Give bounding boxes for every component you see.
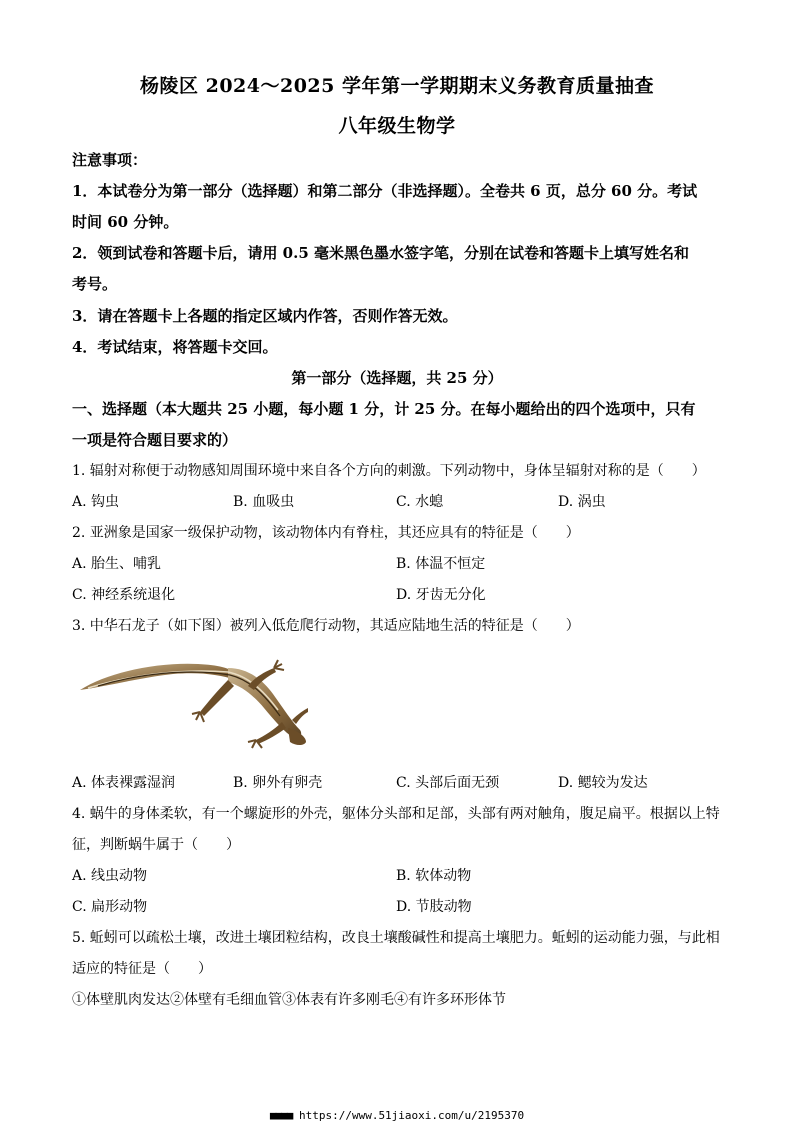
option-c: C. 神经系统退化	[72, 587, 176, 603]
notice-item: 时间 60 分钟。	[72, 213, 179, 231]
option-d: D. 牙齿无分化	[396, 587, 486, 603]
option-b: B. 软体动物	[396, 868, 472, 884]
question-stem: 5. 蚯蚓可以疏松土壤，改进土壤团粒结构，改良土壤酸碱性和提高土壤肥力。蚯蚓的运动能力强，与此相	[72, 930, 720, 946]
option-d: D. 节肢动物	[396, 899, 472, 915]
section-instruction: 一、选择题（本大题共 25 小题，每小题 1 分，计 25 分。在每小题给出的四个选项中，只有	[72, 400, 696, 418]
option-b: B. 卵外有卵壳	[233, 775, 323, 791]
question-stem: 4. 蜗牛的身体柔软，有一个螺旋形的外壳，躯体分头部和足部，头部有两对触角，腹足扁平。根据以上特	[72, 806, 720, 822]
notice-heading: 注意事项：	[72, 151, 148, 169]
option-b: B. 血吸虫	[233, 494, 295, 510]
question-sub-items: ①体壁肌肉发达②体壁有毛细血管③体表有许多刚毛④有许多环形体节	[72, 992, 506, 1008]
option-a: A. 线虫动物	[72, 868, 148, 884]
option-c: C. 扁形动物	[72, 899, 148, 915]
notice-item: 4．考试结束，将答题卡交回。	[72, 338, 278, 356]
option-a: A. 胎生、哺乳	[72, 556, 162, 572]
option-d: D. 涡虫	[558, 494, 606, 510]
option-b: B. 体温不恒定	[396, 556, 486, 572]
question-stem: 1. 辐射对称便于动物感知周围环境中来自各个方向的刺激。下列动物中，身体呈辐射对称的是（ ）	[72, 463, 706, 479]
footer-watermark	[0, 1109, 794, 1122]
part1-heading: 第一部分（选择题，共 25 分）	[291, 369, 503, 387]
exam-subtitle: 八年级生物学	[338, 115, 456, 137]
option-c: C. 头部后面无颈	[396, 775, 500, 791]
notice-item: 3．请在答题卡上各题的指定区域内作答，否则作答无效。	[72, 307, 458, 325]
option-c: C. 水螅	[396, 494, 444, 510]
question-stem: 征，判断蜗牛属于（ ）	[72, 837, 240, 853]
lizard-image	[78, 650, 308, 750]
option-a: A. 钩虫	[72, 494, 120, 510]
question-stem: 2. 亚洲象是国家一级保护动物，该动物体内有脊柱，其还应具有的特征是（ ）	[72, 525, 580, 541]
section-instruction: 一项是符合题目要求的）	[72, 431, 238, 449]
notice-item: 考号。	[72, 275, 118, 293]
exam-title: 杨陵区 2024～2025 学年第一学期期末义务教育质量抽查	[140, 75, 654, 97]
footer-mark: ■■■■	[269, 1109, 293, 1122]
question-stem: 3. 中华石龙子（如下图）被列入低危爬行动物，其适应陆地生活的特征是（ ）	[72, 618, 580, 634]
option-d: D. 鳃较为发达	[558, 775, 648, 791]
notice-item: 1．本试卷分为第一部分（选择题）和第二部分（非选择题）。全卷共 6 页，总分 60 分。考试	[72, 182, 698, 200]
question-stem: 适应的特征是（ ）	[72, 961, 212, 977]
notice-item: 2．领到试卷和答题卡后，请用 0.5 毫米黑色墨水签字笔，分别在试卷和答题卡上填写姓名和	[72, 244, 689, 262]
option-a: A. 体表裸露湿润	[72, 775, 176, 791]
footer-link[interactable]: https://www.51jiaoxi.com/u/2195370	[298, 1109, 525, 1122]
